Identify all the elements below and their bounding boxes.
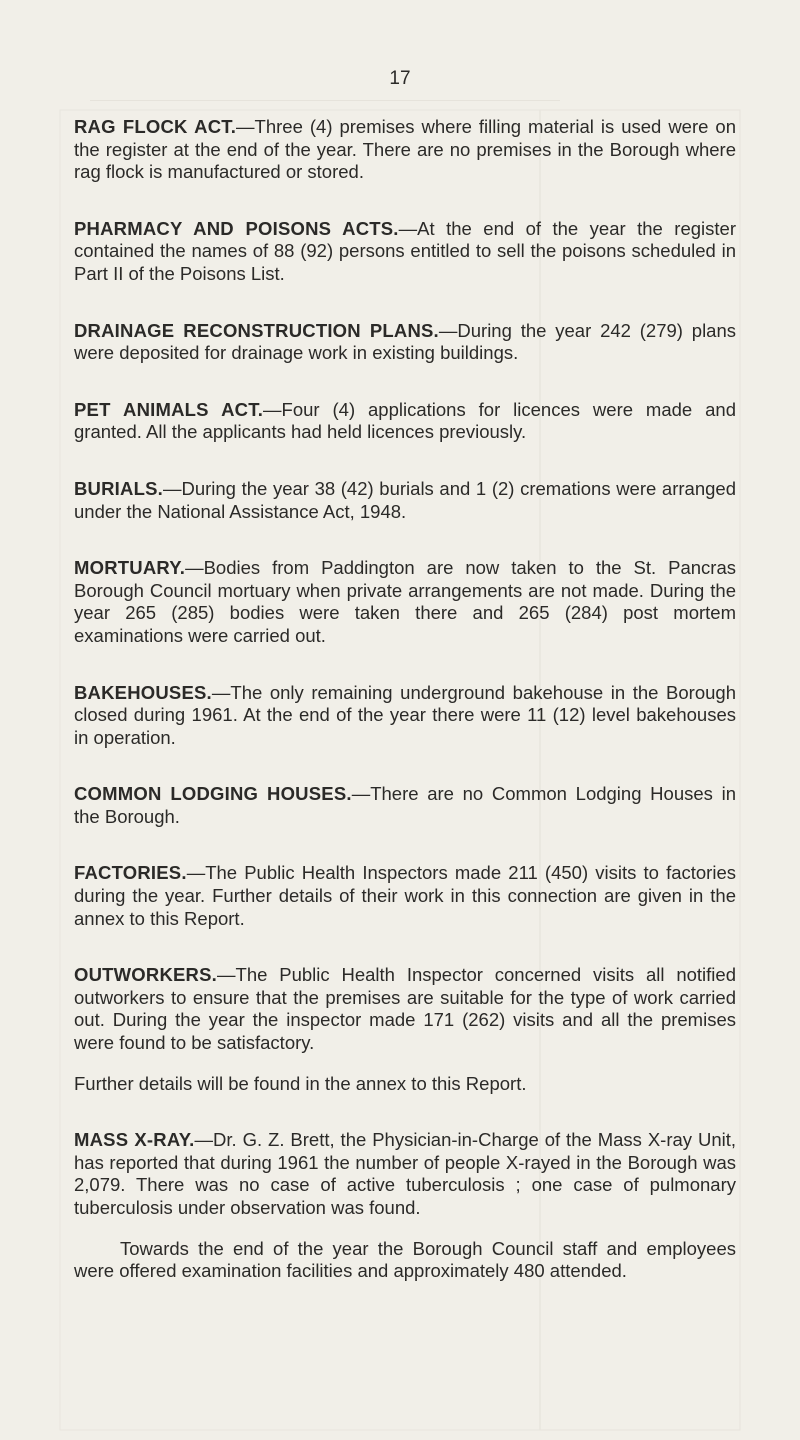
heading: FACTORIES. (74, 862, 187, 884)
body-text: —The only remaining underground bakehouse in the Borough closed during 1961. At the end of the year there were 11 (12) level bakehouses in operation. (74, 681, 736, 748)
paragraph-common-lodging (74, 783, 736, 828)
paragraph-staff-examination (74, 1238, 736, 1283)
paragraph-burials (74, 478, 736, 523)
heading: OUTWORKERS. (74, 964, 218, 986)
body-text: —During the year 38 (42) burials and 1 (2) cremations were arranged under the National Assistance Act, 1948. (74, 477, 736, 522)
body-text: —There are no Common Lodging Houses in the Borough. (74, 783, 736, 827)
heading: COMMON LODGING HOUSES. (74, 783, 352, 805)
heading: BAKEHOUSES. (74, 681, 212, 703)
body-text: Further details will be found in the annex to this Report. (74, 1072, 527, 1094)
heading: PET ANIMALS ACT. (74, 398, 264, 420)
heading: MORTUARY. (74, 557, 186, 579)
paragraph-rag-flock (74, 116, 736, 184)
body-text: —Four (4) applications for licences were made and granted. All the applicants had held licences previously. (74, 398, 736, 443)
paragraph-factories (74, 862, 736, 930)
body-text: —At the end of the year the register contained the names of 88 (92) persons entitled to sell the poisons scheduled in Part II of the Poisons List. (74, 217, 736, 284)
body-text: Towards the end of the year the Borough Council staff and employees were offered examination facilities and approximately 480 attended. (74, 1237, 736, 1282)
body-text: —The Public Health Inspector concerned visits all notified outworkers to ensure that the premises are suitable for the type of work carried out. During the year the inspector made 171 (262) visits and all the premises were found to be satisfactory. (74, 964, 736, 1054)
paragraph-drainage (74, 320, 736, 365)
body-text: —During the year 242 (279) plans were deposited for drainage work in existing buildings. (74, 319, 737, 364)
heading: BURIALS. (74, 477, 163, 499)
body-text: —Bodies from Paddington are now taken to the St. Pancras Borough Council mortuary when private arrangements are not made. During the year 265 (285) bodies were taken there and 265 (284) post mortem examinations were carried out. (74, 557, 736, 646)
heading: DRAINAGE RECONSTRUCTION PLANS. (74, 319, 439, 341)
paragraph-pharmacy-poisons (74, 218, 736, 286)
body-text: —Dr. G. Z. Brett, the Physician-in-Charge of the Mass X-ray Unit, has reported that during 1961 the number of people X-rayed in the Borough was 2,079. There was no case of active tuberculosis ; one case of pulmonary tuberculosis under observation was found. (74, 1129, 736, 1218)
page-number: 17 (389, 68, 411, 89)
heading: RAG FLOCK ACT. (74, 116, 237, 137)
paragraph-pet-animals (74, 399, 736, 444)
body-text: —Three (4) premises where filling material is used were on the register at the end of the year. There are no premises in the Borough where rag flock is manufactured or stored. (74, 116, 736, 183)
paragraph-mass-xray (74, 1129, 736, 1219)
heading: PHARMACY AND POISONS ACTS. (74, 217, 399, 239)
document-body (74, 116, 736, 1283)
body-text: —The Public Health Inspectors made 211 (450) visits to factories during the year. Further details of their work in this connection are given in the annex to this Report. (74, 862, 736, 929)
paragraph-mortuary (74, 557, 736, 647)
paragraph-outworkers-note (74, 1073, 736, 1096)
paragraph-outworkers (74, 964, 736, 1054)
heading: MASS X-RAY. (74, 1129, 195, 1151)
paragraph-bakehouses (74, 682, 736, 750)
